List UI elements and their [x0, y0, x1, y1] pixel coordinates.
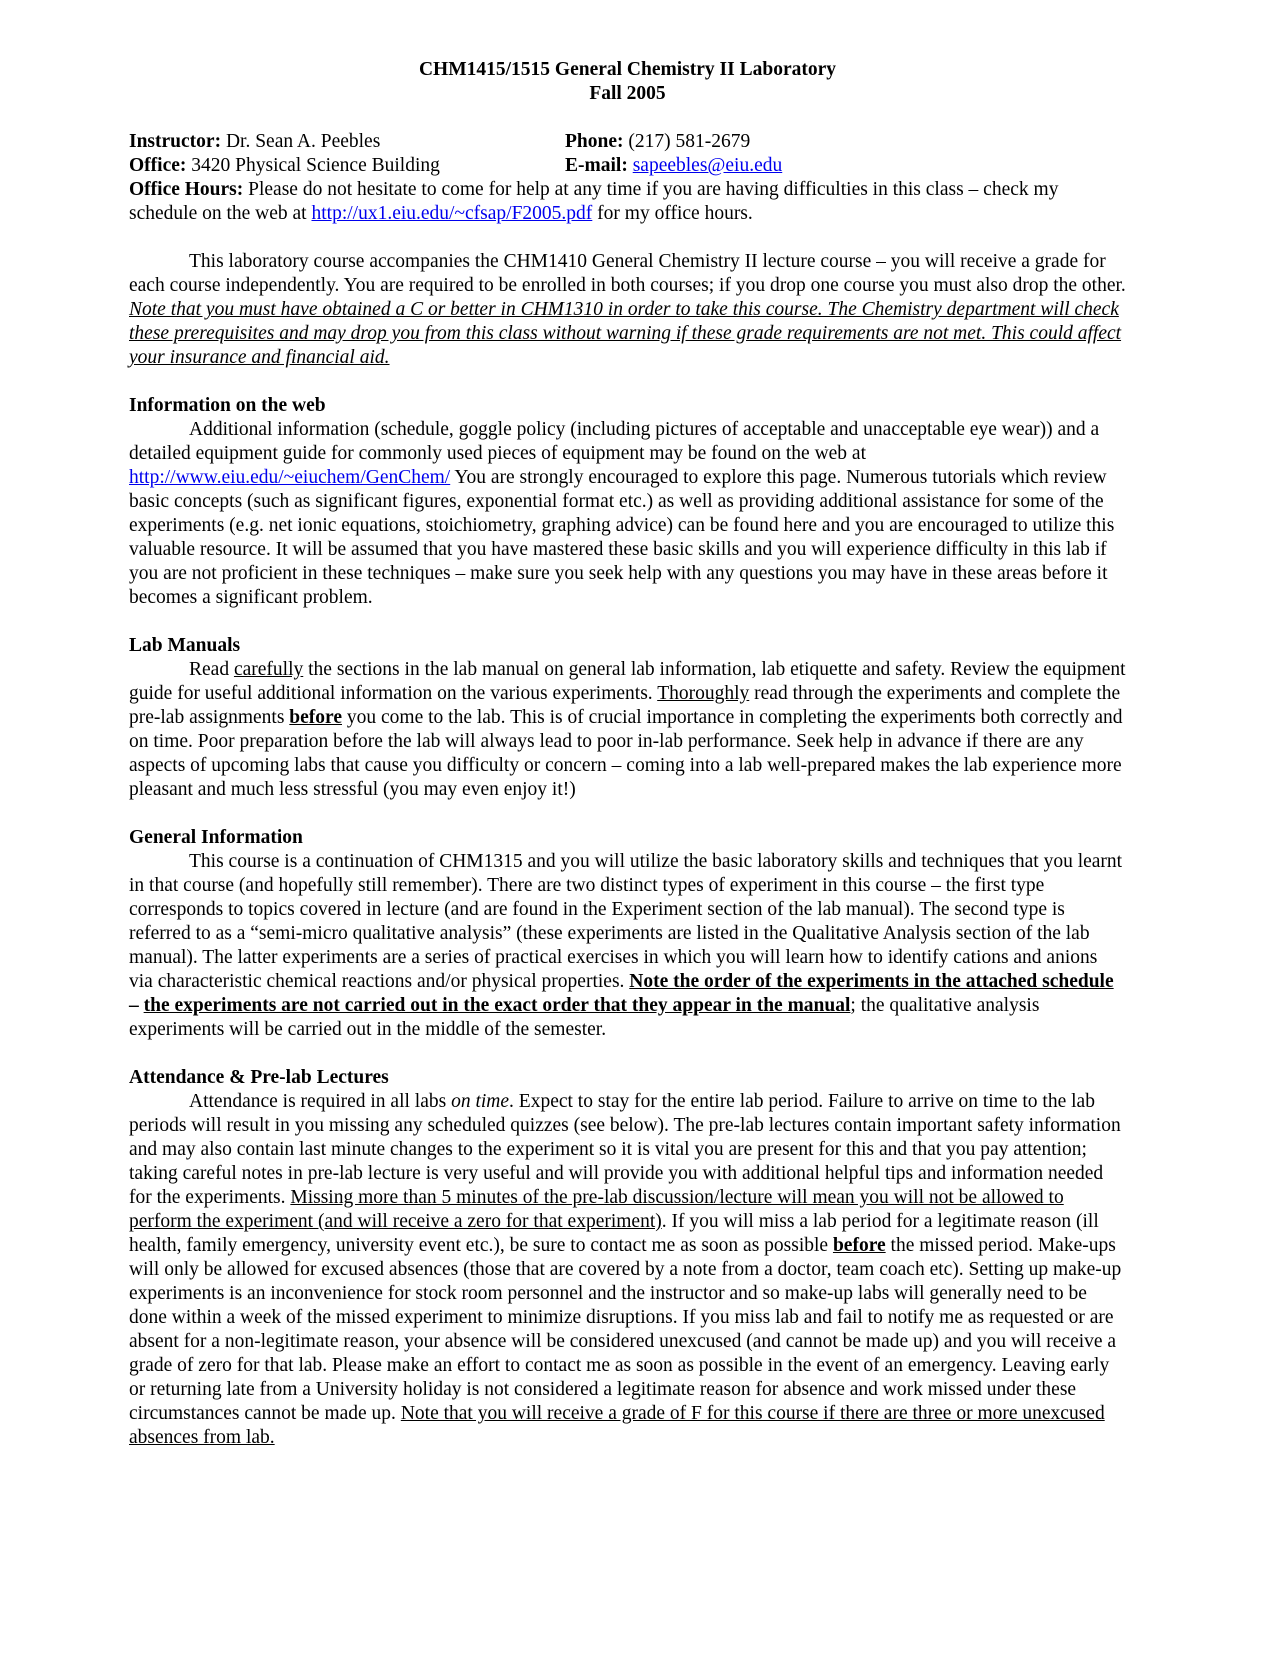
attendance-prelab-warning: Missing more than 5 minutes of the pre-lab discussion/lecture will mean you will not be allowed to perform the experiment (and will receive a zero for that experiment) — [129, 1187, 1064, 1232]
office-field — [129, 154, 565, 178]
email-link[interactable]: sapeebles@eiu.edu — [632, 155, 783, 176]
office-hours — [129, 178, 1126, 226]
intro-text: This laboratory course accompanies the CHM1410 General Chemistry II lecture course – you will receive a grade for each course independently. You are required to be enrolled in both courses; if you drop one course you must also drop the other. — [129, 251, 1126, 296]
general-text-1: This course is a continuation of CHM1315 and you will utilize the basic laboratory skills and techniques that you learnt in that course (and hopefully still remember). There are two distinct types of experiment in this course – the first type corresponds to topics covered in lecture (and are found in the Experiment section of the lab manual). The second type is referred to as a “semi-micro qualitative analysis” (these experiments are listed in the Qualitative Analysis section of the lab manual). The latter experiments are a series of practical exercises in which you will learn how to identify cations and anions via characteristic chemical reactions and/or physical properties. — [129, 851, 1123, 992]
general-note-manual: the experiments are not carried out in the exact order that they appear in the manual — [143, 995, 851, 1016]
general-note-order: Note the order of the experiments in the attached schedule — [629, 971, 1114, 992]
attendance-on-time: on time — [451, 1091, 510, 1112]
email-field — [565, 154, 782, 178]
attendance-text-2: . Expect to stay for the entire lab period. Failure to arrive on time to the lab periods will result in you missing any scheduled quizzes (see below). The pre-lab lectures contain important safety information and may also contain last minute changes to the experiment so it is vital you are present for this and that you pay attention; taking careful notes in pre-lab lecture is very useful and will provide you with additional helpful tips and information needed for the experiments. — [129, 1091, 1121, 1208]
phone-number: (217) 581-2679 — [623, 131, 751, 152]
genchem-link[interactable]: http://www.eiu.edu/~eiuchem/GenChem/ — [129, 467, 451, 488]
manuals-text-1: Read — [189, 659, 234, 680]
section-heading-web: Information on the web — [129, 395, 326, 416]
section-heading-lab-manuals: Lab Manuals — [129, 635, 241, 656]
course-term: Fall 2005 — [589, 83, 666, 104]
phone-label: Phone: — [565, 131, 624, 152]
contact-row-1 — [129, 130, 1126, 154]
contact-block — [129, 130, 1126, 226]
prerequisite-note: Note that you must have obtained a C or better in CHM1310 in order to take this course. The Chemistry department will check these prerequisites and may drop you from this class without warning if these grade requirements are not met. This could affect your insurance and financial aid. — [129, 299, 1122, 368]
section-heading-general: General Information — [129, 827, 303, 848]
attendance-paragraph — [129, 1090, 1126, 1450]
attendance-text-3: . If you will miss a lab period for a legitimate reason (ill health, family emergency, university event etc.), be sure to contact me as soon as possible — [129, 1211, 1099, 1256]
office-hours-label: Office Hours: — [129, 179, 244, 200]
office-hours-tail: for my office hours. — [592, 203, 753, 224]
attendance-text-1: Attendance is required in all labs — [189, 1091, 452, 1112]
web-paragraph — [129, 418, 1126, 610]
instructor-label: Instructor: — [129, 131, 222, 152]
office-location: 3420 Physical Science Building — [186, 155, 440, 176]
office-label: Office: — [129, 155, 187, 176]
manuals-text-2: the sections in the lab manual on general lab information, lab etiquette and safety. Review the equipment guide for useful additional information on the various experiments. — [129, 659, 1126, 704]
web-text-1: Additional information (schedule, goggle policy (including pictures of acceptable and unacceptable eye wear)) and a detailed equipment guide for commonly used pieces of equipment may be found on the web at — [129, 419, 1100, 464]
attendance-emphasis-before: before — [832, 1235, 886, 1256]
general-paragraph — [129, 850, 1126, 1042]
section-heading-attendance: Attendance & Pre-lab Lectures — [129, 1067, 389, 1088]
phone-field — [565, 130, 750, 154]
intro-paragraph — [129, 250, 1126, 370]
instructor-field — [129, 130, 565, 154]
contact-row-2 — [129, 154, 1126, 178]
manuals-emphasis-thoroughly: Thoroughly — [657, 683, 750, 704]
office-hours-text: Please do not hesitate to come for help at any time if you are having difficulties in this class – check my schedule on the web at — [129, 179, 1059, 224]
lab-manuals-paragraph — [129, 658, 1126, 802]
attendance-text-4: the missed period. Make-ups will only be allowed for excused absences (those that are covered by a note from a doctor, team coach etc). Setting up make-up experiments is an inconvenience for stock room personnel and the instructor and so make-up labs will generally need to be done within a week of the missed experiment to minimize disruptions. If you miss lab and fail to notify me as requested or are absent for a non-legitimate reason, your absence will be considered unexcused (and cannot be made up) and you will receive a grade of zero for that lab. Please make an effort to contact me as soon as possible in the event of an emergency. Leaving early or returning late from a University holiday is not considered a legitimate reason for absence and work missed under these circumstances cannot be made up. — [129, 1235, 1122, 1424]
attendance-grade-warning: Note that you will receive a grade of F for this course if there are three or more unexcused absences from lab. — [129, 1403, 1105, 1448]
manuals-text-3: read through the experiments and complete the pre-lab assignments — [129, 683, 1121, 728]
manuals-emphasis-carefully: carefully — [233, 659, 304, 680]
instructor-name: Dr. Sean A. Peebles — [221, 131, 381, 152]
course-title: CHM1415/1515 General Chemistry II Laboratory — [418, 59, 837, 80]
email-label: E-mail: — [565, 155, 628, 176]
general-dash: – — [129, 995, 144, 1016]
web-text-2: You are strongly encouraged to explore this page. Numerous tutorials which review basic concepts (such as significant figures, exponential format etc.) as well as providing additional assistance for some of the experiments (e.g. net ionic equations, stoichiometry, graphing advice) can be found here and you are encouraged to utilize this valuable resource. It will be assumed that you have mastered these basic skills and you will experience difficulty in this lab if you are not proficient in these techniques – make sure you seek help with any questions you may have in these areas before it becomes a significant problem. — [129, 467, 1115, 608]
manuals-text-4: you come to the lab. This is of crucial importance in completing the experiments both correctly and on time. Poor preparation before the lab will always lead to poor in-lab performance. Seek help in advance if there are any aspects of upcoming labs that cause you difficulty or concern – coming into a lab well-prepared makes the lab experience more pleasant and much less stressful (you may even enjoy it!) — [129, 707, 1123, 800]
schedule-link[interactable]: http://ux1.eiu.edu/~cfsap/F2005.pdf — [311, 203, 593, 224]
manuals-emphasis-before: before — [289, 707, 342, 728]
general-text-2: ; the qualitative analysis experiments will be carried out in the middle of the semester. — [129, 995, 1040, 1040]
